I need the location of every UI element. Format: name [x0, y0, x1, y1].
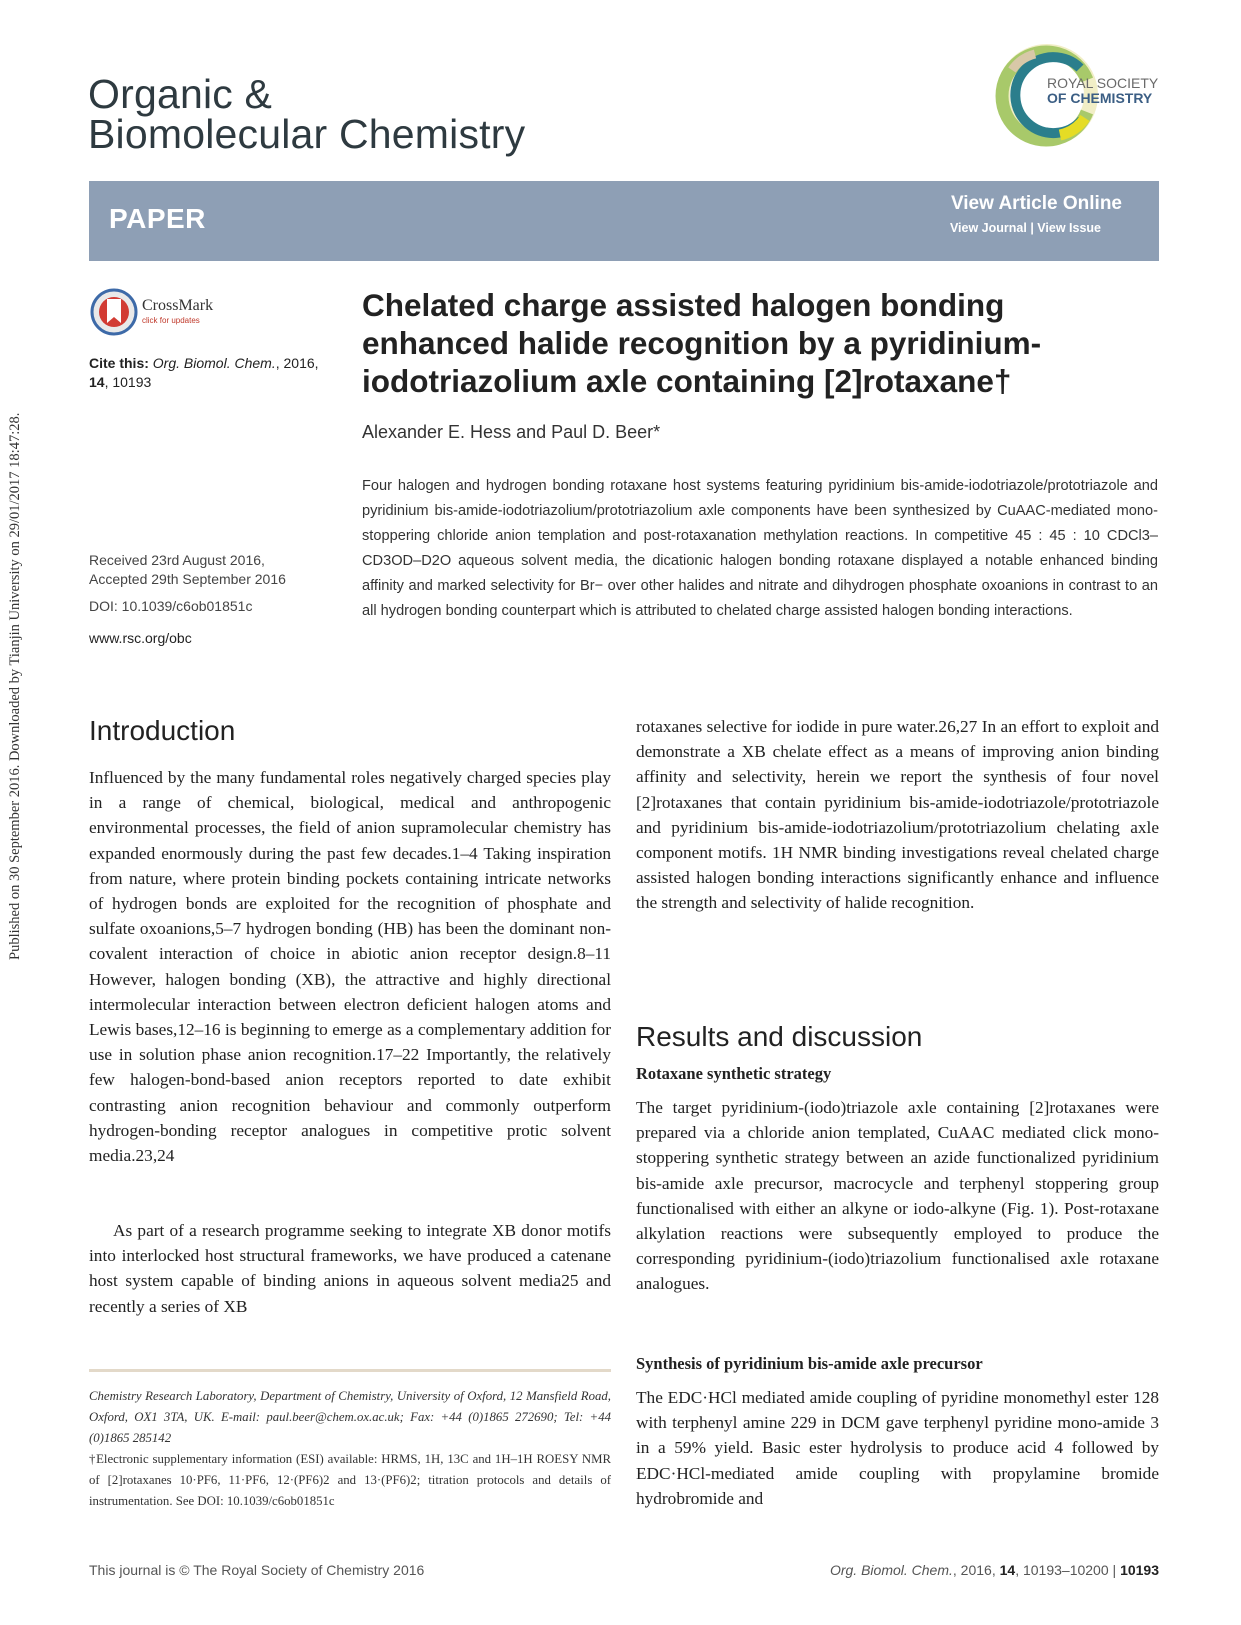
- citation-info: [89, 354, 349, 392]
- article-title: Chelated charge assisted halogen bonding enhanced halide recognition by a pyridinium-iodotriazolium axle containing [2]rotaxane†: [362, 287, 1042, 399]
- right-column-paragraph-3: The EDC·HCl mediated amide coupling of pyridine monomethyl ester 128 with terphenyl amine 229 in DCM gave terphenyl pyridine mono-amide 3 in a 59% yield. Basic ester hydrolysis to produce acid 4 followed by EDC·HCl-mediated amide coupling with propylamine bromide hydrobromide and: [636, 1388, 1159, 1508]
- footer-journal: Org. Biomol. Chem.: [829, 1562, 953, 1578]
- rsc-logo-line1: ROYAL SOCIETY: [1047, 75, 1159, 91]
- footer-year: , 2016,: [952, 1562, 996, 1578]
- results-heading: Results and discussion: [636, 1021, 923, 1052]
- crossmark-button[interactable]: [90, 288, 230, 340]
- cite-volume: 14: [89, 374, 105, 390]
- right-column-paragraph-1: rotaxanes selective for iodide in pure water.26,27 In an effort to exploit and demonstrate a XB chelate effect as a means of improving anion binding affinity and selectivity, herein we report the synthesis of four novel [2]rotaxanes that contain pyridinium bis-amide-iodotriazole/prototriazole and pyridinium bis-amide-iodotriazolium/prototriazolium chelating axle component motifs. 1H NMR binding investigations reveal chelated charge assisted halogen bonding interactions significantly enhance and influence the strength and selectivity of halide recognition.: [636, 717, 1159, 913]
- page-number: 10193: [1120, 1562, 1159, 1578]
- cite-journal: Org. Biomol. Chem.: [152, 355, 276, 371]
- subheading-synthetic-strategy: Rotaxane synthetic strategy: [636, 1064, 832, 1083]
- right-column-paragraph-2: The target pyridinium-(iodo)triazole axle containing [2]rotaxanes were prepared via a chloride anion templated, CuAAC mediated click mono-stoppering synthetic strategy between an azide functionalized pyridinium bis-amide axle precursor, macrocycle and terphenyl stoppering group functionalised with either an alkyne or iodo-alkyne (Fig. 1). Post-rotaxane alkylation reactions were subsequently employed to produce the corresponding pyridinium-(iodo)triazolium functionalised axle rotaxane analogues.: [636, 1098, 1159, 1294]
- view-links-separator: |: [1030, 221, 1034, 235]
- footnotes: [89, 1386, 611, 1512]
- introduction-heading: Introduction: [89, 715, 236, 746]
- esi-footnote: †Electronic supplementary information (ESI) available: HRMS, 1H, 13C and 1H–1H ROESY NMR of [2]rotaxanes 10·PF6, 11·PF6, 12·(PF6)2 and 13·(PF6)2; titration protocols and details of instrumentation. See DOI: 10.1039/c6ob01851c: [89, 1452, 611, 1508]
- footer-pages: , 10193–10200: [1015, 1562, 1109, 1578]
- view-journal-link[interactable]: View Journal: [949, 221, 1027, 235]
- cite-page: , 10193: [104, 374, 152, 390]
- paper-label: PAPER: [109, 203, 206, 234]
- footer-citation: [830, 1562, 1159, 1578]
- introduction-paragraph-2: As part of a research programme seeking to integrate XB donor motifs into interlocked host structural frameworks, we have produced a catenane host system capable of binding anions in aqueous solvent media25 and recently a series of XB: [89, 1221, 611, 1316]
- dates: [89, 551, 349, 589]
- cite-year: , 2016,: [275, 355, 319, 371]
- doi: DOI: 10.1039/c6ob01851c: [89, 598, 253, 614]
- view-article-online-link[interactable]: View Article Online: [950, 193, 1122, 214]
- journal-website-link[interactable]: www.rsc.org/obc: [89, 630, 192, 646]
- download-stamp: Published on 30 September 2016. Downloaded by Tianjin University on 29/01/2017 18:47:28.: [7, 412, 23, 960]
- authors: Alexander E. Hess and Paul D. Beer*: [362, 422, 661, 442]
- rsc-logo-line2: OF CHEMISTRY: [1047, 90, 1153, 106]
- journal-title-line1: Organic &: [88, 71, 273, 117]
- view-issue-link[interactable]: View Issue: [1037, 221, 1101, 235]
- footer-separator: |: [1112, 1562, 1117, 1578]
- footer-volume: 14: [999, 1562, 1016, 1578]
- crossmark-label: CrossMark: [142, 297, 214, 314]
- accepted-date: Accepted 29th September 2016: [89, 571, 286, 587]
- footer-copyright: This journal is © The Royal Society of Chemistry 2016: [89, 1562, 425, 1578]
- view-links: [950, 221, 1101, 235]
- journal-title: [88, 71, 526, 157]
- subheading-axle-precursor: Synthesis of pyridinium bis-amide axle precursor: [636, 1354, 983, 1373]
- introduction-paragraph-1: Influenced by the many fundamental roles negatively charged species play in a range of chemical, biological, medical and anthropogenic environmental processes, the field of anion supramolecular chemistry has expanded enormously during the past few decades.1–4 Taking inspiration from nature, where protein binding pockets containing intricate networks of hydrogen bonds are exploited for the recognition of phosphate and sulfate oxoanions,5–7 hydrogen bonding (HB) has been the dominant non-covalent interaction of choice in abiotic anion receptor design.8–11 However, halogen bonding (XB), the attractive and highly directional intermolecular interaction between electron deficient halogen atoms and Lewis bases,12–16 is beginning to emerge as a complementary addition for use in solution phase anion recognition.17–22 Importantly, the relatively few halogen-bond-based anion receptors reported to date exhibit contrasting anion recognition behaviour and commonly outperform hydrogen-bonding receptor analogues in competitive protic solvent media.23,24: [89, 768, 611, 1166]
- paper-banner: [89, 181, 1159, 261]
- affiliation-footnote: Chemistry Research Laboratory, Department of Chemistry, University of Oxford, 12 Mansfield Road, Oxford, OX1 3TA, UK. E-mail: paul.beer@chem.ox.ac.uk; Fax: +44 (0)1865 272690; Tel: +44 (0)1865 285142: [89, 1389, 611, 1445]
- footnote-divider: [89, 1369, 611, 1372]
- cite-label: Cite this:: [89, 355, 149, 371]
- received-date: Received 23rd August 2016,: [89, 552, 265, 568]
- crossmark-icon: [90, 288, 138, 336]
- rsc-logo: [990, 40, 1160, 155]
- journal-title-line2: Biomolecular Chemistry: [88, 111, 526, 157]
- crossmark-sublabel: click for updates: [142, 316, 200, 325]
- abstract: Four halogen and hydrogen bonding rotaxane host systems featuring pyridinium bis-amide-iodotriazole/prototriazole and pyridinium bis-amide-iodotriazolium/prototriazolium axle components have been synthesized by CuAAC-mediated mono-stoppering chloride anion templation and post-rotaxanation methylation reactions. In competitive 45 : 45 : 10 CDCl3–CD3OD–D2O aqueous solvent media, the dicationic halogen bonding rotaxane displayed a notable enhanced binding affinity and marked selectivity for Br− over other halides and nitrate and dihydrogen phosphate oxoanions in contrast to an all hydrogen bonding counterpart which is attributed to chelated charge assisted halogen bonding interactions.: [362, 478, 1158, 619]
